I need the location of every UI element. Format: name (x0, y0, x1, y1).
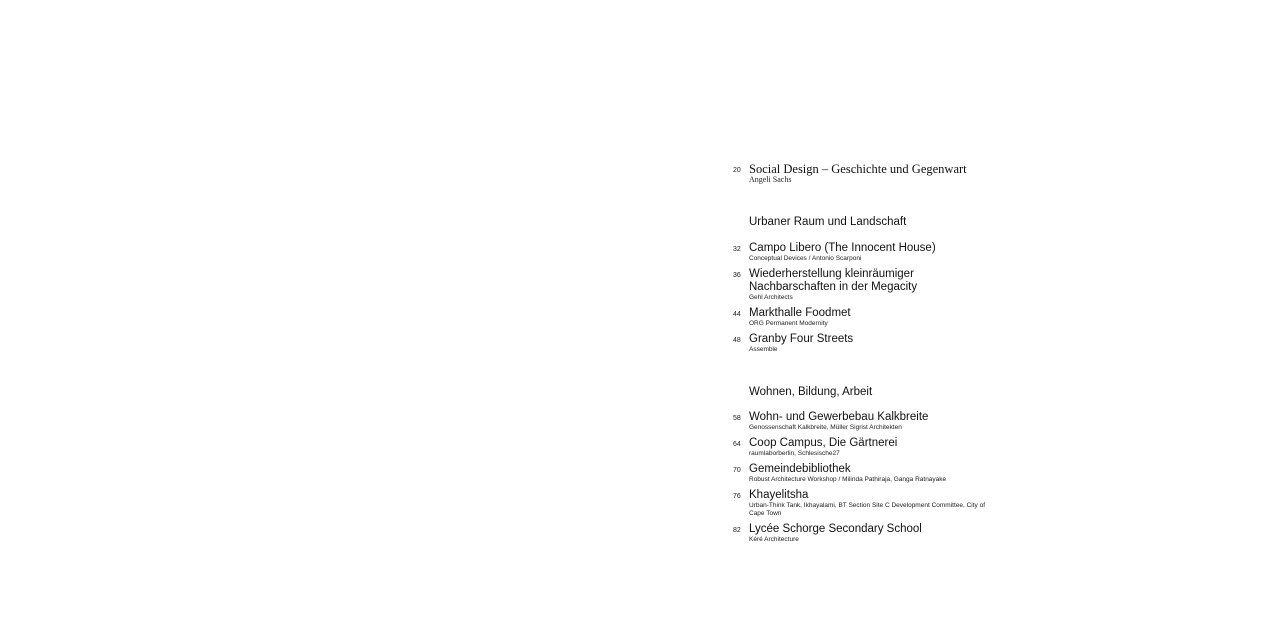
entry-title: Granby Four Streets (749, 333, 854, 345)
entry-credit: Conceptual Devices / Antonio Scarponi (749, 255, 862, 262)
toc-entry-intro[interactable] (733, 162, 1003, 184)
entry-credit: Robust Architecture Workshop / Milinda Pathiraja, Ganga Ratnayake (749, 476, 947, 483)
section-list-urban-space (733, 242, 1003, 354)
page-number: 48 (733, 337, 741, 344)
entry-title: Gemeindebibliothek (749, 463, 851, 475)
entry-credit: Urban-Think Tank, Ikhayalami, BT Section Site C Development Committee, City of Cape Town (749, 502, 986, 517)
toc-entry[interactable] (733, 463, 1003, 484)
page-number: 82 (733, 527, 741, 534)
entry-credit: Gehl Architects (749, 294, 793, 301)
entry-credit: Genossenschaft Kalkbreite, Müller Sigrist Architekten (749, 424, 902, 431)
page-number: 36 (733, 272, 741, 279)
section-list-housing-education-work (733, 411, 1003, 544)
toc-entry[interactable] (733, 489, 1003, 518)
toc-entry[interactable] (733, 523, 1003, 544)
page-number: 70 (733, 467, 741, 474)
entry-title: Wohn- und Gewerbebau Kalkbreite (749, 411, 929, 423)
toc-entry[interactable] (733, 307, 1003, 328)
toc-entry[interactable] (733, 333, 1003, 354)
toc-entry[interactable] (733, 411, 1003, 432)
entry-credit: Assemble (749, 346, 778, 353)
section-heading-housing-education-work: Wohnen, Bildung, Arbeit (749, 386, 873, 398)
page-number: 44 (733, 311, 741, 318)
entry-title: Social Design – Geschichte und Gegenwart (749, 162, 967, 176)
entry-credit: raumlaborberlin, Schlesische27 (749, 450, 840, 457)
entry-credit: Kéré Architecture (749, 536, 799, 543)
table-of-contents (733, 162, 1003, 549)
page-number: 20 (733, 167, 741, 174)
page-number: 58 (733, 415, 741, 422)
entry-title: Lycée Schorge Secondary School (749, 523, 922, 535)
page-number: 64 (733, 441, 741, 448)
toc-entry[interactable] (733, 268, 1003, 302)
toc-entry[interactable] (733, 437, 1003, 458)
entry-title: Coop Campus, Die Gärtnerei (749, 437, 898, 449)
entry-title: Khayelitsha (749, 489, 809, 501)
entry-title: Campo Libero (The Innocent House) (749, 242, 936, 254)
entry-author: Angeli Sachs (749, 175, 792, 184)
entry-title: Markthalle Foodmet (749, 307, 851, 319)
page-number: 32 (733, 246, 741, 253)
page-number: 76 (733, 493, 741, 500)
entry-credit: ORG Permanent Modernity (749, 320, 828, 327)
section-heading-urban-space: Urbaner Raum und Landschaft (749, 216, 907, 228)
entry-title: Wiederherstellung kleinräumiger Nachbarschaften in der Megacity (749, 268, 918, 293)
toc-entry[interactable] (733, 242, 1003, 263)
